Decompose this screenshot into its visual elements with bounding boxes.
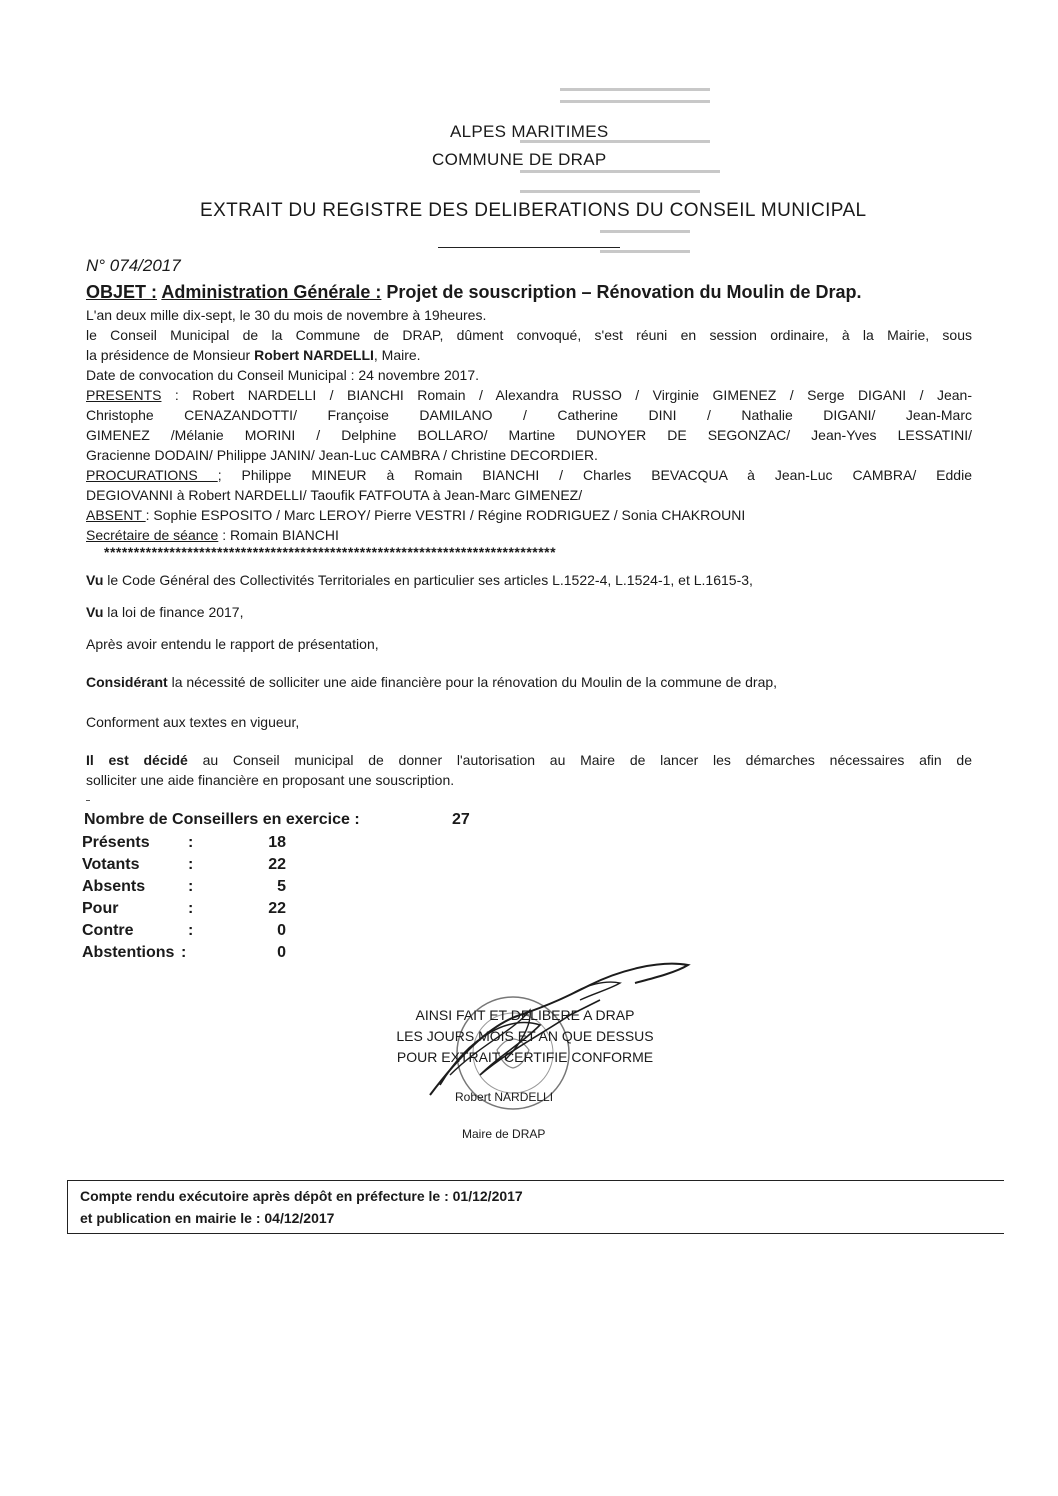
considerant-paragraph [86,672,777,692]
absent-line [86,505,745,525]
convocation-date-line: Date de convocation du Conseil Municipal : 24 novembre 2017. [86,367,480,383]
signature-line-2: LES JOURS MOIS ET AN QUE DESSUS [396,1028,654,1044]
vote-label-contre: Contre [82,922,134,939]
decide-paragraph-line-2: solliciter une aide financière en proposant une souscription. [86,772,455,788]
objet-text: Projet de souscription – Rénovation du Moulin de Drap. [386,282,862,302]
procurations-line-2: DEGIOVANNI à Robert NARDELLI/ Taoufik FATFOUTA à Jean-Marc GIMENEZ/ [86,487,583,503]
procurations-line-1 [86,465,972,485]
vote-value-absents: 5 [277,878,286,895]
secretaire-label: Secrétaire de séance [86,527,219,543]
handwritten-signature [420,955,700,1105]
stray-dash [86,800,90,801]
vote-value-contre: 0 [277,922,286,939]
considerant-text: la nécessité de solliciter une aide financière pour la rénovation du Moulin de la commune de drap, [167,674,778,690]
vote-sep-absents: : [188,878,194,895]
vu-code-keyword: Vu [86,572,104,588]
vote-value-abstentions: 0 [277,944,286,961]
vu-loi-text: la loi de finance 2017, [103,604,244,620]
presidence-suffix: , Maire. [373,347,421,363]
presents-line-2: Christophe CENAZANDOTTI/ Françoise DAMILANO / Catherine DINI / Nathalie DIGANI/ Jean-Marc [86,407,972,423]
vote-sep-votants: : [188,856,194,873]
commune-heading: COMMUNE DE DRAP [432,150,607,169]
signature-line-1: AINSI FAIT ET DELIBERE A DRAP [415,1007,635,1023]
faint-stamp-mark [520,80,730,270]
conseillers-label: Nombre de Conseillers en exercice : [84,811,360,828]
considerant-keyword: Considérant [86,674,168,690]
vu-code-paragraph [86,570,753,590]
deliberation-number: N° 074/2017 [86,256,181,275]
vote-label-abstentions: Abstentions [82,944,175,961]
decide-keyword: Il est décidé [86,752,188,768]
presidence-prefix: la présidence de Monsieur [86,347,255,363]
vote-value-presents: 18 [268,834,286,851]
vote-sep-pour: : [188,900,194,917]
procurations-label: PROCURATIONS [86,467,218,483]
vu-loi-paragraph [86,602,243,622]
footer-line-2: et publication en mairie le : 04/12/2017 [80,1210,335,1226]
vote-value-pour: 22 [268,900,286,917]
presents-label: PRESENTS [86,387,162,403]
vote-label-absents: Absents [82,878,146,895]
presents-line-1 [86,385,972,405]
department-heading: ALPES MARITIMES [450,122,609,141]
vote-sep-presents: : [188,834,194,851]
signatory-name: Robert NARDELLI [455,1090,554,1104]
president-name: Robert NARDELLI [254,347,374,363]
document-title: EXTRAIT DU REGISTRE DES DELIBERATIONS DU CONSEIL MUNICIPAL [200,200,867,221]
session-date-line: L'an deux mille dix-sept, le 30 du mois de novembre à 19heures. [86,307,487,323]
secretaire-line [86,525,339,545]
vote-sep-abstentions: : [181,944,187,961]
footer-line-1: Compte rendu exécutoire après dépôt en préfecture le : 01/12/2017 [80,1188,523,1204]
absent-text: : Sophie ESPOSITO / Marc LEROY/ Pierre VESTRI / Régine RODRIGUEZ / Sonia CHAKROUNI [145,507,746,523]
session-presidence-line [86,345,421,365]
conforment-paragraph: Conforment aux textes en vigueur, [86,714,300,730]
presents-text-1: : Robert NARDELLI / BIANCHI Romain / Alexandra RUSSO / Virginie GIMENEZ / Serge DIGANI / Jean- [161,387,972,403]
presents-line-4: Gracienne DODAIN/ Philippe JANIN/ Jean-Luc CAMBRA / Christine DECORDIER. [86,447,598,463]
vote-label-presents: Présents [82,834,150,851]
decide-paragraph-line-1 [86,750,972,770]
secretaire-text: : Romain BIANCHI [218,527,339,543]
signature-line-3: POUR EXTRAIT CERTIFIE CONFORME [396,1049,654,1065]
apres-paragraph: Après avoir entendu le rapport de présentation, [86,636,379,652]
absent-label: ABSENT [86,507,146,523]
asterisk-separator: **************************************************************************** [104,544,557,560]
vu-loi-keyword: Vu [86,604,104,620]
objet-category: Administration Générale : [161,282,382,302]
vote-value-votants: 22 [268,856,286,873]
session-convocation-line: le Conseil Municipal de la Commune de DRAP, dûment convoqué, s'est réuni en session ordinaire, à la Mairie, sous [86,327,972,343]
vote-label-votants: Votants [82,856,140,873]
vu-code-text: le Code Général des Collectivités Territoriales en particulier ses articles L.1522-4, L.1524-1, et L.1615-3, [103,572,753,588]
decide-text-1: au Conseil municipal de donner l'autorisation au Maire de lancer les démarches nécessaires afin de [187,752,972,768]
signatory-title: Maire de DRAP [462,1127,546,1141]
objet-line [86,282,861,303]
vote-sep-contre: : [188,922,194,939]
presents-line-3: GIMENEZ /Mélanie MORINI / Delphine BOLLARO/ Martine DUNOYER DE SEGONZAC/ Jean-Yves LESSATINI/ [86,427,972,443]
objet-label: OBJET : [86,282,158,302]
title-underline [438,247,620,248]
procurations-text-1: ; Philippe MINEUR à Romain BIANCHI / Charles BEVACQUA à Jean-Luc CAMBRA/ Eddie [217,467,972,483]
conseillers-value: 27 [452,811,470,828]
vote-label-pour: Pour [82,900,119,917]
